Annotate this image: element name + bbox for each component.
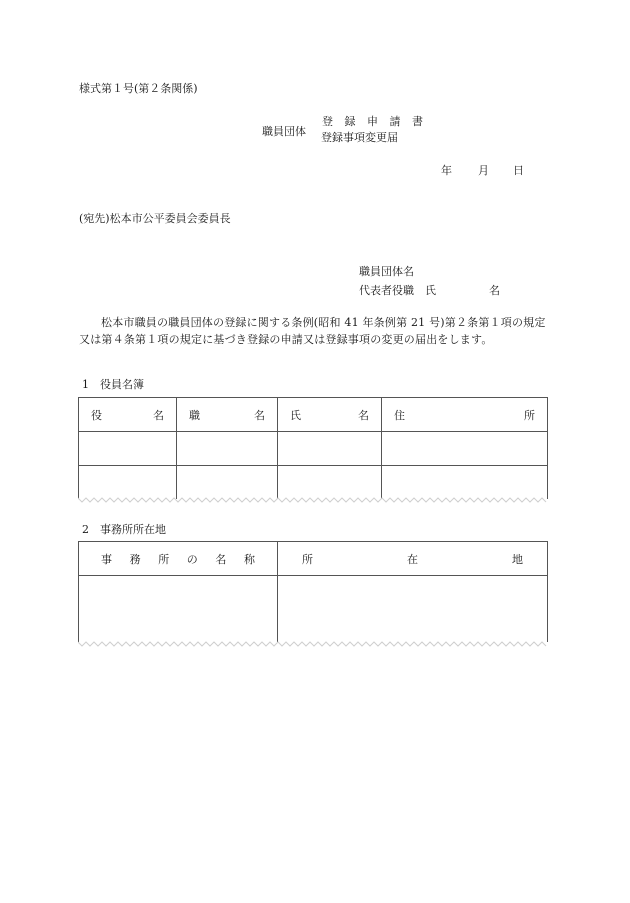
officer-cell[interactable] — [177, 432, 278, 466]
header-office-name: 事 務 所 の 名 称 — [79, 542, 278, 576]
officer-cell[interactable] — [79, 466, 177, 500]
representative-label: 代表者役職 氏 — [359, 284, 436, 297]
title-application: 登 録 申 請 書 — [322, 115, 427, 128]
office-location-table — [78, 541, 548, 642]
officer-cell[interactable] — [177, 466, 278, 500]
header-position: 役 名 — [79, 398, 177, 432]
officer-cell[interactable] — [278, 466, 382, 500]
section-officer-list-heading: 1 役員名簿 — [82, 378, 144, 391]
officer-cell[interactable] — [79, 432, 177, 466]
header-name: 氏 名 — [278, 398, 382, 432]
officer-cell[interactable] — [382, 432, 548, 466]
body-paragraph: 松本市職員の職員団体の登録に関する条例(昭和 41 年条例第 21 号)第２条第１項の規定又は第４条第１項の規定に基づき登録の申請又は登録事項の変更の届出をします。 — [79, 316, 546, 346]
addressee: (宛先)松本市公平委員会委員長 — [79, 212, 231, 225]
office-location-cell[interactable] — [278, 576, 548, 643]
officer-cell[interactable] — [382, 466, 548, 500]
table-break-line — [78, 497, 549, 503]
org-name-label: 職員団体名 — [359, 265, 414, 278]
title-change-notice: 登録事項変更届 — [321, 131, 398, 144]
date-day-label: 日 — [513, 164, 524, 177]
table-break-line — [78, 641, 549, 647]
header-job: 職 名 — [177, 398, 278, 432]
header-location: 所 在 地 — [278, 542, 548, 576]
office-name-cell[interactable] — [79, 576, 278, 643]
date-year-label: 年 — [441, 164, 452, 177]
representative-name-suffix: 名 — [489, 284, 500, 297]
header-address: 住 所 — [382, 398, 548, 432]
date-month-label: 月 — [478, 164, 489, 177]
title-group-label: 職員団体 — [262, 125, 306, 138]
officer-list-table — [78, 397, 548, 499]
section-office-location-heading: 2 事務所所在地 — [82, 523, 166, 536]
form-number: 様式第１号(第２条関係) — [79, 82, 198, 95]
officer-cell[interactable] — [278, 432, 382, 466]
